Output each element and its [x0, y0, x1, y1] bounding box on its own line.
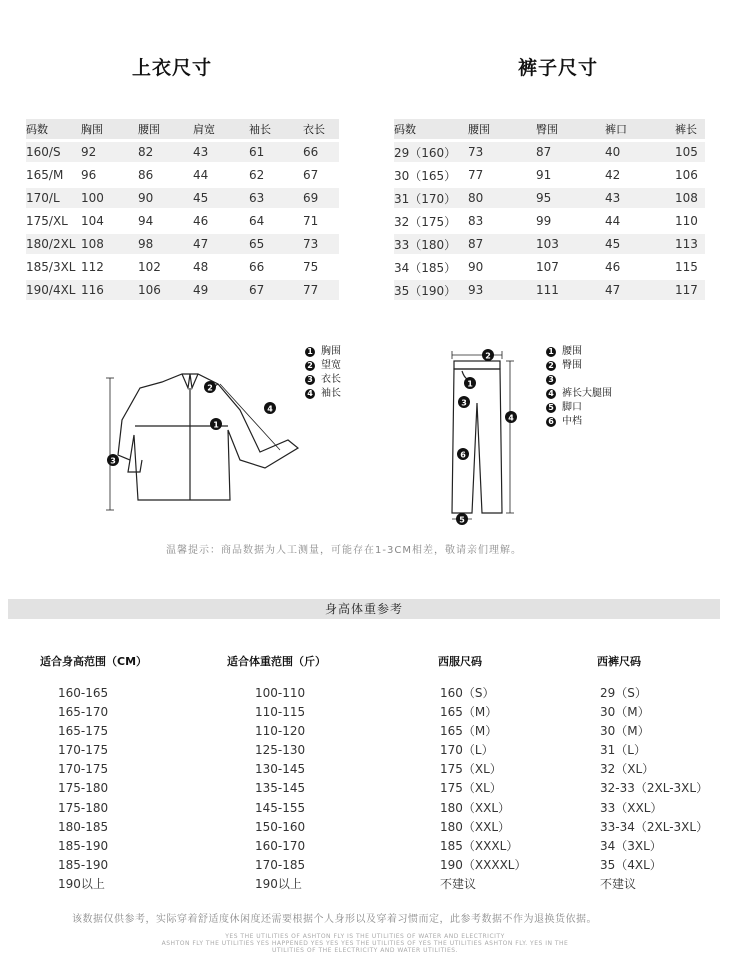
legend-label: 胸围 — [321, 346, 341, 357]
top-size-cell: 165/M — [26, 168, 64, 182]
ref-value: 170（L） — [440, 743, 494, 758]
disclaimer: 该数据仅供参考，实际穿着舒适度休闲度还需要根据个人身形以及穿着习惯而定，此参考数据不作为退换货依据。 — [72, 914, 597, 925]
pants-size-cell: 34（185） — [394, 260, 457, 275]
legend-item — [546, 359, 612, 373]
pants-size-cell: 45 — [605, 234, 675, 254]
pants-size-cell: 110 — [675, 214, 698, 228]
pants-size-header-cell: 裤口 — [605, 119, 675, 139]
ref-value: 185-190 — [58, 857, 109, 872]
footer-watermark — [150, 933, 580, 954]
top-size-header-cell: 胸围 — [81, 119, 138, 139]
pants-size-cell: 103 — [536, 234, 605, 254]
top-size-cell: 92 — [81, 142, 138, 162]
ref-value: 145-155 — [255, 800, 306, 815]
pants-size-row — [394, 280, 705, 300]
pants-size-cell: 43 — [605, 188, 675, 208]
pants-size-cell: 46 — [605, 260, 621, 274]
shirt-marker: 4 — [267, 404, 273, 414]
top-size-cell: 62 — [249, 168, 265, 182]
ref-value: 不建议 — [600, 876, 637, 891]
legend-label: 袖长 — [321, 388, 341, 399]
ref-value: 160（S） — [440, 686, 495, 700]
ref-value: 185-190 — [58, 838, 109, 853]
legend-label: 脚口 — [562, 402, 582, 413]
ref-value: 190（XXXXL） — [440, 857, 527, 872]
pants-size-cell: 77 — [468, 168, 484, 182]
ref-column-weight — [255, 684, 305, 894]
legend-number: 2 — [305, 361, 315, 371]
top-size-cell: 73 — [303, 234, 339, 254]
pants-size-cell: 87 — [536, 142, 605, 162]
pants-size-row — [394, 234, 705, 254]
top-size-header-cell: 肩宽 — [193, 119, 249, 139]
shirt-illustration — [100, 360, 310, 520]
pants-marker: 6 — [460, 450, 466, 460]
ref-value: 34（3XL） — [600, 838, 662, 853]
ref-value: 185（XXXL） — [440, 838, 519, 853]
top-size-cell: 90 — [138, 188, 193, 208]
legend-label: 腰围 — [562, 346, 582, 357]
pants-size-cell: 33（180） — [394, 234, 468, 254]
shirt-legend — [305, 345, 341, 401]
top-size-cell: 71 — [303, 214, 319, 228]
legend-item — [305, 345, 341, 359]
top-size-cell: 108 — [81, 234, 138, 254]
ref-header-height: 适合身高范围（CM） — [40, 655, 148, 668]
pants-size-cell: 29（160） — [394, 142, 468, 162]
pants-size-cell: 73 — [468, 142, 536, 162]
legend-item — [546, 373, 612, 387]
top-size-cell: 185/3XL — [26, 260, 76, 274]
ref-value: 30（M） — [600, 705, 650, 720]
top-size-row — [26, 257, 339, 277]
pants-size-cell: 95 — [536, 188, 605, 208]
ref-value: 135-145 — [255, 781, 306, 796]
ref-header-weight: 适合体重范围（斤） — [227, 655, 326, 668]
top-size-header-cell: 袖长 — [249, 119, 303, 139]
legend-item — [546, 401, 612, 415]
top-size-cell: 96 — [81, 168, 97, 182]
top-size-cell: 104 — [81, 214, 104, 228]
footer-line: ASHTON FLY THE UTILITIES YES HAPPENED YES YES YES THE UTILITIES OF YES THE UTILITIES ASHTON FLY. YES IN THE — [161, 940, 569, 947]
top-size-cell: 160/S — [26, 142, 81, 162]
pants-marker: 3 — [461, 398, 467, 408]
top-size-row — [26, 165, 339, 185]
footer-line: YES THE UTILITIES OF ASHTON FLY IS THE UTILITIES OF WATER AND ELECTRICITY — [225, 933, 505, 940]
pants-size-header-cell: 码数 — [394, 119, 468, 139]
pants-size-cell: 91 — [536, 168, 552, 182]
pants-illustration — [440, 343, 530, 528]
legend-item — [546, 345, 612, 359]
ref-column-suit — [440, 684, 526, 894]
legend-item — [305, 387, 341, 401]
pants-measure-markers — [456, 349, 517, 525]
pants-size-cell: 93 — [468, 280, 536, 300]
pants-size-row — [394, 142, 705, 162]
ref-value: 32-33（2XL-3XL） — [600, 781, 709, 796]
shirt-measure-markers — [107, 381, 276, 466]
pants-size-cell: 31（170） — [394, 188, 468, 208]
top-size-cell: 116 — [81, 280, 138, 300]
legend-label: 裤长大腿围 — [562, 388, 612, 399]
pants-size-cell: 44 — [605, 214, 621, 228]
top-size-cell: 48 — [193, 260, 209, 274]
top-size-cell: 86 — [138, 168, 154, 182]
legend-number: 3 — [305, 375, 315, 385]
pants-size-cell: 99 — [536, 214, 552, 228]
ref-value: 30（M） — [600, 724, 650, 739]
top-size-cell: 61 — [249, 142, 303, 162]
pants-size-table — [394, 119, 705, 300]
pants-size-cell: 47 — [605, 280, 675, 300]
top-size-cell: 94 — [138, 214, 154, 228]
pants-size-cell: 32（175） — [394, 214, 457, 229]
shirt-marker: 3 — [110, 456, 116, 466]
ref-value: 31（L） — [600, 743, 646, 758]
top-size-cell: 75 — [303, 260, 319, 274]
ref-value: 32（XL） — [600, 762, 655, 777]
top-size-cell: 69 — [303, 188, 339, 208]
top-size-cell: 102 — [138, 260, 161, 274]
legend-number: 6 — [546, 417, 556, 427]
ref-value: 165-170 — [58, 705, 109, 720]
ref-value: 165-175 — [58, 724, 109, 739]
ref-value: 35（4XL） — [600, 857, 662, 872]
top-size-cell: 106 — [138, 280, 193, 300]
pants-size-cell: 117 — [675, 280, 705, 300]
top-size-cell: 43 — [193, 142, 249, 162]
ref-value: 180（XXL） — [440, 800, 511, 815]
top-size-cell: 44 — [193, 168, 209, 182]
pants-size-header-cell: 臀围 — [536, 119, 605, 139]
top-size-cell: 63 — [249, 188, 303, 208]
pants-marker: 2 — [485, 351, 491, 361]
ref-value: 110-115 — [255, 705, 306, 720]
top-size-cell: 67 — [249, 280, 303, 300]
ref-value: 100-110 — [255, 686, 306, 700]
ref-value: 125-130 — [255, 743, 306, 758]
legend-label: 望宽 — [321, 360, 341, 371]
top-size-cell: 98 — [138, 234, 193, 254]
ref-value: 175-180 — [58, 800, 109, 815]
top-size-cell: 65 — [249, 234, 303, 254]
shirt-marker: 2 — [207, 383, 213, 393]
pants-size-cell: 42 — [605, 168, 621, 182]
top-size-row — [26, 280, 339, 300]
legend-item — [305, 373, 341, 387]
top-size-cell: 64 — [249, 214, 265, 228]
pants-size-cell: 40 — [605, 142, 675, 162]
legend-number: 5 — [546, 403, 556, 413]
ref-header-pants: 西裤尺码 — [597, 655, 641, 668]
top-size-header-cell: 码数 — [26, 119, 81, 139]
legend-item — [546, 415, 612, 429]
ref-value: 170-175 — [58, 743, 109, 758]
legend-label: 中档 — [562, 416, 582, 427]
ref-header-suit: 西服尺码 — [438, 655, 482, 668]
pants-size-cell: 111 — [536, 280, 605, 300]
legend-number: 1 — [546, 347, 556, 357]
ref-value: 165（M） — [440, 705, 498, 720]
pants-legend — [546, 345, 612, 429]
ref-value: 175（XL） — [440, 762, 502, 777]
ref-value: 170-185 — [255, 857, 306, 872]
ref-value: 175（XL） — [440, 781, 502, 796]
top-size-cell: 47 — [193, 234, 249, 254]
pants-marker: 1 — [467, 379, 473, 389]
pants-size-row — [394, 165, 705, 185]
height-weight-reference-title: 身高体重参考 — [8, 599, 720, 619]
ref-value: 不建议 — [440, 876, 477, 891]
ref-value: 29（S） — [600, 686, 647, 700]
pants-size-cell: 30（165） — [394, 168, 457, 183]
ref-value: 33-34（2XL-3XL） — [600, 819, 709, 834]
legend-number: 3 — [546, 375, 556, 385]
top-size-cell: 66 — [249, 260, 265, 274]
pants-size-title: 裤子尺寸 — [518, 57, 599, 79]
pants-size-cell: 106 — [675, 168, 698, 182]
ref-value: 110-120 — [255, 724, 306, 739]
ref-value: 190以上 — [255, 876, 302, 891]
top-size-header-cell: 衣长 — [303, 119, 339, 139]
ref-value: 180（XXL） — [440, 819, 511, 834]
ref-value: 130-145 — [255, 762, 306, 777]
top-size-cell: 67 — [303, 168, 319, 182]
pants-size-row — [394, 257, 705, 277]
ref-value: 175-180 — [58, 781, 109, 796]
top-size-row — [26, 188, 339, 208]
top-size-row — [26, 211, 339, 231]
pants-size-row — [394, 188, 705, 208]
ref-value: 170-175 — [58, 762, 109, 777]
top-size-cell: 77 — [303, 280, 339, 300]
top-size-cell: 45 — [193, 188, 249, 208]
top-size-cell: 46 — [193, 214, 209, 228]
pants-size-cell: 113 — [675, 234, 705, 254]
top-size-cell: 180/2XL — [26, 234, 81, 254]
top-size-row — [26, 234, 339, 254]
legend-item — [546, 387, 612, 401]
top-size-cell: 175/XL — [26, 214, 68, 228]
pants-size-cell: 90 — [468, 260, 484, 274]
top-size-table — [26, 119, 339, 300]
ref-value: 190以上 — [58, 876, 105, 891]
ref-value: 160-165 — [58, 686, 109, 700]
legend-number: 1 — [305, 347, 315, 357]
ref-column-height — [58, 684, 108, 894]
pants-size-header-cell: 腰围 — [468, 119, 536, 139]
legend-number: 4 — [546, 389, 556, 399]
pants-size-cell: 115 — [675, 260, 698, 274]
pants-marker: 5 — [459, 515, 465, 525]
top-size-title: 上衣尺寸 — [132, 57, 213, 79]
top-size-header-cell: 腰围 — [138, 119, 193, 139]
ref-value: 150-160 — [255, 819, 306, 834]
pants-marker: 4 — [508, 413, 514, 423]
ref-value: 160-170 — [255, 838, 306, 853]
ref-value: 180-185 — [58, 819, 109, 834]
top-size-cell: 112 — [81, 260, 104, 274]
pants-size-cell: 108 — [675, 188, 705, 208]
pants-size-cell: 83 — [468, 214, 484, 228]
pants-size-cell: 87 — [468, 234, 536, 254]
legend-label: 衣长 — [321, 374, 341, 385]
top-size-cell: 170/L — [26, 188, 81, 208]
ref-column-pants — [600, 684, 708, 894]
pants-size-cell: 105 — [675, 142, 705, 162]
pants-size-header-cell: 裤长 — [675, 119, 705, 139]
top-size-cell: 190/4XL — [26, 280, 81, 300]
legend-number: 2 — [546, 361, 556, 371]
legend-number: 4 — [305, 389, 315, 399]
shirt-marker: 1 — [213, 420, 219, 430]
top-size-cell: 66 — [303, 142, 339, 162]
ref-value: 33（XXL） — [600, 800, 663, 815]
top-size-cell: 82 — [138, 142, 193, 162]
pants-size-cell: 80 — [468, 188, 536, 208]
measurement-tip: 温馨提示：商品数据为人工测量，可能存在1-3CM相差，敬请亲们理解。 — [166, 545, 522, 556]
top-size-cell: 100 — [81, 188, 138, 208]
top-size-row — [26, 142, 339, 162]
ref-value: 165（M） — [440, 724, 498, 739]
pants-size-cell: 107 — [536, 260, 559, 274]
pants-size-row — [394, 211, 705, 231]
footer-line: UTILITIES OF THE ELECTRICITY AND WATER UTILITIES. — [271, 947, 459, 954]
pants-size-cell: 35（190） — [394, 280, 468, 300]
legend-label: 臀围 — [562, 360, 582, 371]
legend-item — [305, 359, 341, 373]
top-size-cell: 49 — [193, 280, 249, 300]
